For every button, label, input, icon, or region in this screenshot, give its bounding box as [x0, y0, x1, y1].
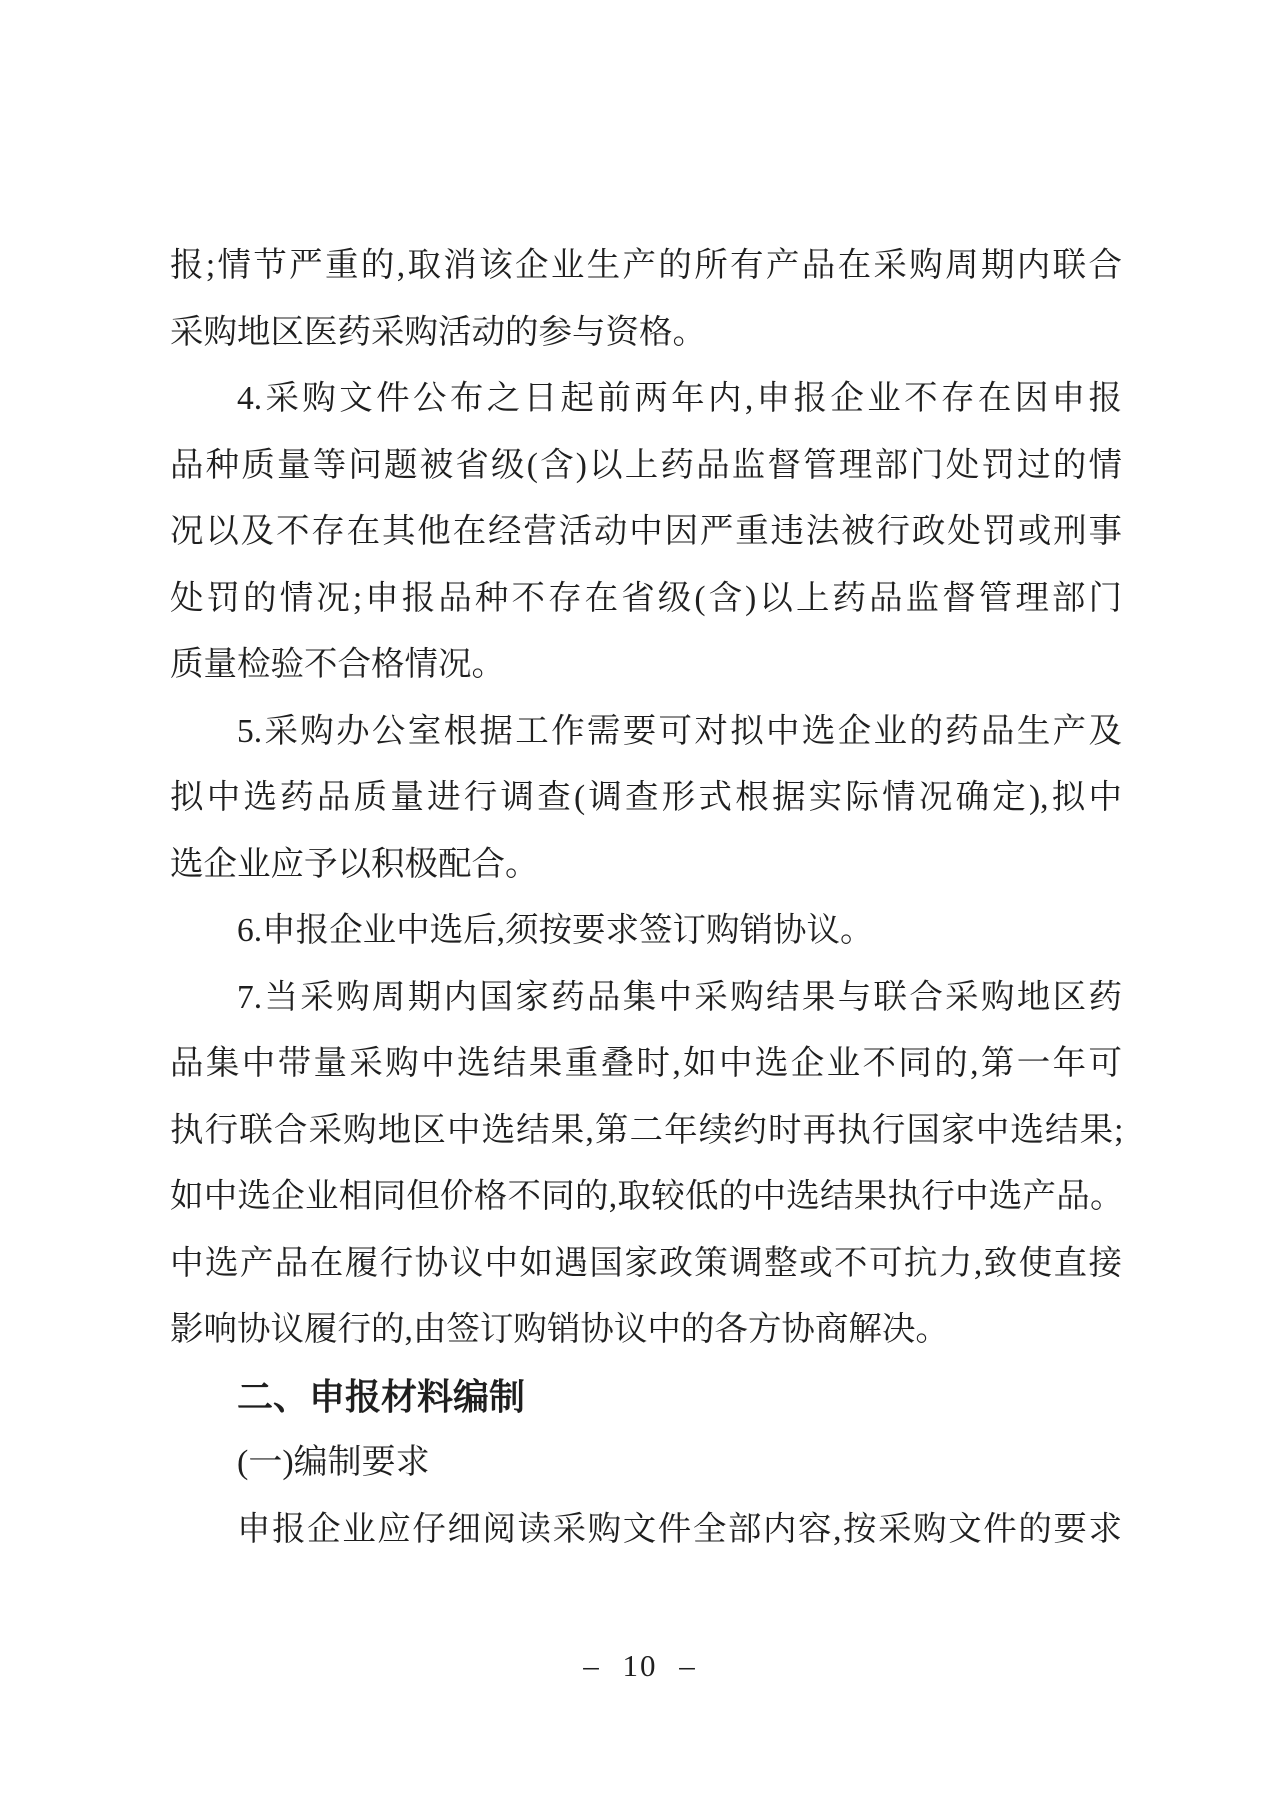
body-line: 况以及不存在其他在经营活动中因严重违法被行政处罚或刑事 — [170, 513, 1122, 550]
body-line: 执行联合采购地区中选结果,第二年续约时再执行国家中选结果; — [170, 1111, 1122, 1149]
body-line: 选企业应予以积极配合。 — [170, 845, 539, 883]
body-line: 处罚的情况;申报品种不存在省级(含)以上药品监督管理部门 — [170, 579, 1122, 617]
body-line: 品集中带量采购中选结果重叠时,如中选企业不同的,第一年可 — [170, 1045, 1122, 1082]
section-heading: 二、申报材料编制 — [237, 1375, 526, 1417]
body-line: 申报企业应仔细阅读采购文件全部内容,按采购文件的要求 — [237, 1510, 1122, 1548]
body-line: 质量检验不合格情况。 — [170, 646, 505, 683]
page-number: – 10 – — [583, 1648, 697, 1683]
body-line: 4.采购文件公布之日起前两年内,申报企业不存在因申报 — [237, 380, 1122, 417]
body-line: 报;情节严重的,取消该企业生产的所有产品在采购周期内联合 — [170, 247, 1122, 284]
body-line: 影响协议履行的,由签订购销协议中的各方协商解决。 — [170, 1311, 949, 1348]
body-line: 6.申报企业中选后,须按要求签订购销协议。 — [237, 912, 874, 949]
body-line: 7.当采购周期内国家药品集中采购结果与联合采购地区药 — [237, 978, 1122, 1016]
body-line: 拟中选药品质量进行调查(调查形式根据实际情况确定),拟中 — [170, 779, 1122, 816]
body-line: 中选产品在履行协议中如遇国家政策调整或不可抗力,致使直接 — [170, 1244, 1122, 1282]
body-line: 如中选企业相同但价格不同的,取较低的中选结果执行中选产品。 — [170, 1178, 1122, 1215]
subsection-heading: (一)编制要求 — [237, 1444, 430, 1481]
body-line: 5.采购办公室根据工作需要可对拟中选企业的药品生产及 — [237, 712, 1122, 750]
body-line: 品种质量等问题被省级(含)以上药品监督管理部门处罚过的情 — [170, 446, 1122, 484]
body-line: 采购地区医药采购活动的参与资格。 — [170, 313, 706, 351]
document-text-block — [170, 233, 1122, 1563]
